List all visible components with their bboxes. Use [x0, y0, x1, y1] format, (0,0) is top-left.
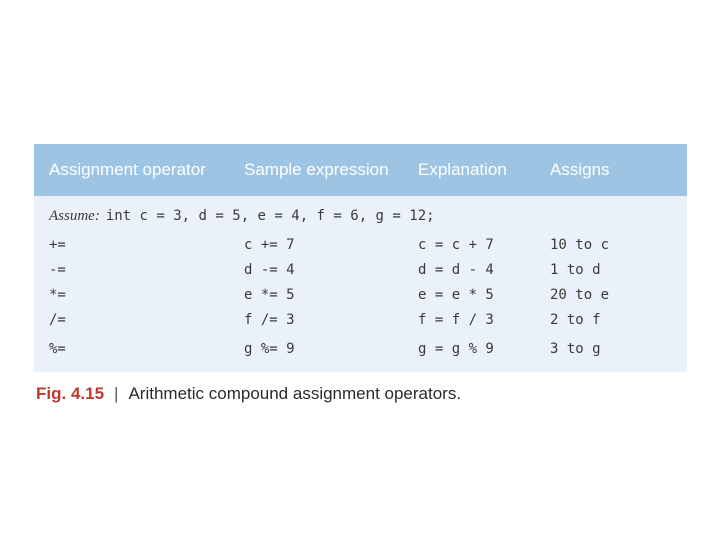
assigns-value: 10: [550, 236, 567, 253]
assigns-var: e: [600, 286, 610, 303]
table-row: [34, 332, 687, 372]
header-assigns: Assigns: [535, 144, 687, 196]
assigns-cell: [535, 257, 687, 282]
figure-caption: [34, 384, 687, 404]
operator-cell: +=: [49, 236, 66, 253]
table-row: [34, 307, 687, 332]
sample-cell: c += 7: [244, 236, 295, 253]
operator-cell: /=: [49, 311, 66, 328]
assigns-cell: [535, 332, 687, 372]
figure-label: Fig. 4.15: [36, 384, 105, 403]
assigns-to: to: [566, 341, 584, 357]
assigns-var: c: [600, 236, 610, 253]
assume-row: [34, 196, 687, 232]
assigns-to: to: [566, 311, 584, 328]
table-row: [34, 257, 687, 282]
assigns-to: to: [566, 261, 584, 278]
table-row: [34, 282, 687, 307]
assigns-value: 20: [550, 286, 567, 303]
assigns-value: 3: [550, 341, 559, 357]
table-row: [34, 232, 687, 257]
explanation-cell: e = e * 5: [418, 286, 494, 303]
operators-table: [34, 144, 687, 372]
assigns-to: to: [575, 236, 593, 253]
assigns-value: 2: [550, 311, 559, 328]
caption-separator: |: [114, 384, 119, 403]
sample-cell: f /= 3: [244, 311, 295, 328]
operator-cell: *=: [49, 286, 66, 303]
header-explanation: Explanation: [403, 144, 535, 196]
sample-cell: g %= 9: [244, 341, 295, 357]
assigns-cell: [535, 307, 687, 332]
assigns-value: 1: [550, 261, 559, 278]
assigns-to: to: [575, 286, 593, 303]
assigns-var: g: [592, 341, 601, 357]
assume-code: int c = 3, d = 5, e = 4, f = 6, g = 12;: [105, 207, 435, 224]
assume-label: Assume:: [49, 207, 100, 224]
sample-cell: d -= 4: [244, 261, 295, 278]
assigns-cell: [535, 232, 687, 257]
header-sample-expression: Sample expression: [229, 144, 403, 196]
caption-text: Arithmetic compound assignment operators.: [128, 384, 462, 403]
sample-cell: e *= 5: [244, 286, 295, 303]
explanation-cell: c = c + 7: [418, 236, 494, 253]
explanation-cell: g = g % 9: [418, 341, 494, 357]
operator-cell: -=: [49, 261, 66, 278]
table-header-row: [34, 144, 687, 196]
header-assignment-operator: Assignment operator: [34, 144, 229, 196]
explanation-cell: f = f / 3: [418, 311, 494, 328]
assigns-cell: [535, 282, 687, 307]
assume-cell: [34, 196, 687, 232]
assigns-var: f: [592, 311, 601, 328]
assigns-var: d: [592, 261, 601, 278]
operator-cell: %=: [49, 341, 66, 357]
figure: [34, 144, 687, 404]
explanation-cell: d = d - 4: [418, 261, 494, 278]
